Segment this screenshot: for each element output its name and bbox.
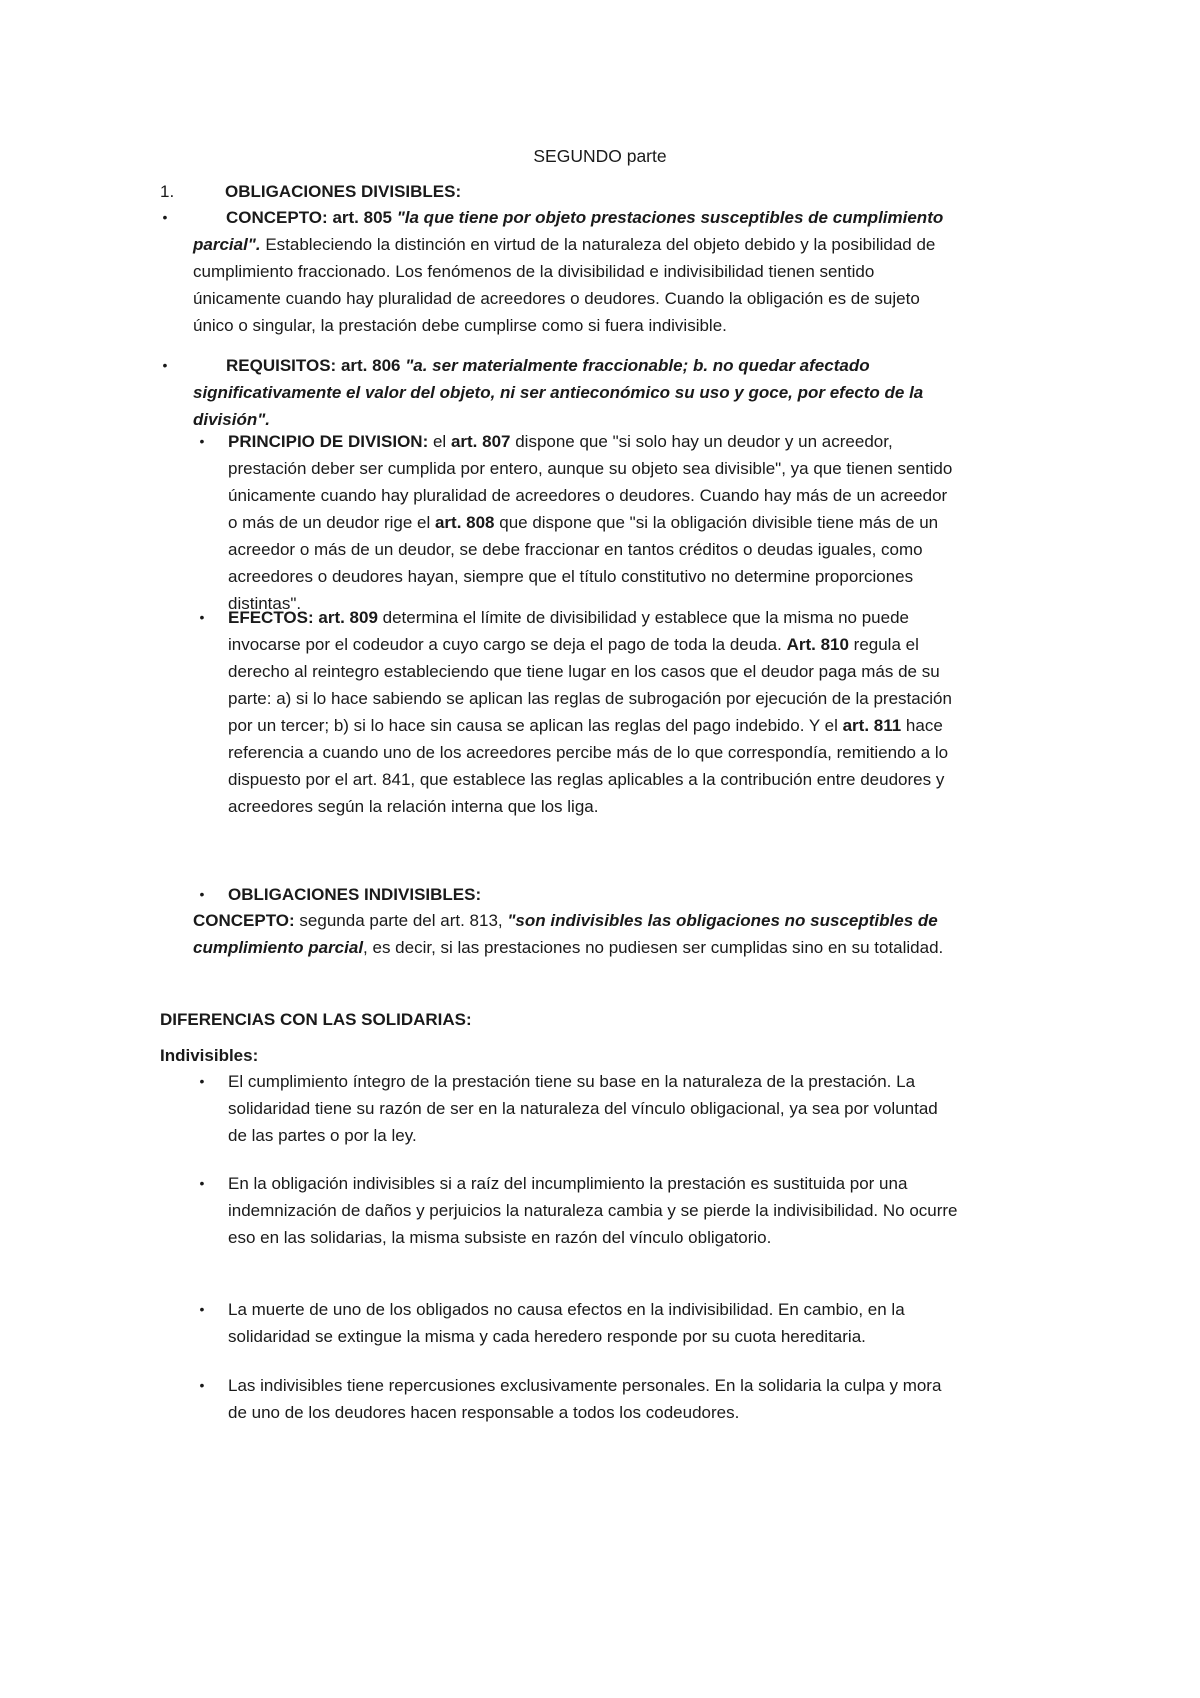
principio-article-807: art. 807 [450, 432, 511, 451]
principio-text: que dispone que "si la obligación divisible tiene más de un acreedor o más de un deudor, se debe fraccionar en tantos créditos o deudas iguales, como acreedores o deudores hayan, siempre que el título constitutivo no determine proporciones distintas". [228, 513, 939, 613]
indivisibles-text: segunda parte del art. 813, [294, 911, 508, 930]
principio-label: PRINCIPIO DE DIVISION: [228, 432, 429, 451]
section-1-title: OBLIGACIONES DIVISIBLES: [225, 182, 462, 201]
bullet-icon: • [199, 609, 205, 625]
principio-paragraph [228, 428, 958, 617]
section-3-heading: DIFERENCIAS CON LAS SOLIDARIAS: [160, 1010, 472, 1029]
concepto-paragraph [193, 204, 958, 339]
principio-article-808: art. 808 [434, 513, 495, 532]
document-title: SEGUNDO parte [533, 146, 667, 166]
section-number: 1. [160, 182, 175, 201]
diferencia-item-1: El cumplimiento íntegro de la prestación tiene su base en la naturaleza de la prestación. La solidaridad tiene su razón de ser en la naturaleza del vínculo obligacional, ya sea por voluntad de las partes o por la ley. [228, 1072, 938, 1145]
diferencia-item-4: Las indivisibles tiene repercusiones exclusivamente personales. En la solidaria la culpa y mora de uno de los deudores hacen responsable a todos los codeudores. [228, 1376, 942, 1422]
efectos-label: EFECTOS: [228, 608, 314, 627]
efectos-article-811: art. 811 [842, 716, 902, 735]
diferencia-item-3: La muerte de uno de los obligados no causa efectos en la indivisibilidad. En cambio, en la solidaridad se extingue la misma y cada heredero responde por su cuota hereditaria. [228, 1300, 905, 1346]
concepto-label: CONCEPTO: [226, 208, 328, 227]
efectos-text: determina el límite de divisibilidad y establece que la misma no puede invocarse por el codeudor a cuyo cargo se deja el pago de toda la deuda. [228, 608, 909, 654]
indivisibles-concepto-paragraph [193, 907, 958, 961]
bullet-icon: • [199, 886, 205, 902]
requisitos-article: art. 806 [340, 356, 401, 375]
efectos-article-809: art. 809 [318, 608, 378, 627]
bullet-icon: • [199, 1301, 205, 1317]
bullet-icon: • [199, 1175, 205, 1191]
efectos-text: regula el derecho al reintegro estableciendo que tiene lugar en los casos que el deudor paga más de su parte: a) si lo hace sabiendo se aplican las reglas de subrogación por ejecución de la prestación por un tercer; b) si lo hace sin causa se aplican las reglas del pago indebido. Y el [228, 635, 952, 735]
efectos-paragraph [228, 604, 958, 820]
concepto-quote: "la que tiene por objeto prestaciones susceptibles de cumplimiento parcial". [193, 208, 944, 254]
bullet-icon: • [199, 1073, 205, 1089]
concepto-text: Estableciendo la distinción en virtud de la naturaleza del objeto debido y la posibilidad de cumplimiento fraccionado. Los fenómenos de la divisibilidad e indivisibilidad tienen sentido únicamente cuando hay pluralidad de acreedores o deudores. Cuando la obligación es de sujeto único o singular, la prestación debe cumplirse como si fuera indivisible. [193, 235, 936, 335]
principio-text: dispone que "si solo hay un deudor y un acreedor, prestación deber ser cumplida por entero, aunque su objeto sea divisible", ya que tienen sentido únicamente cuando hay pluralidad de acreedores o deudores. Cuando hay más de un acreedor o más de un deudor rige el [228, 432, 953, 532]
requisitos-quote: "a. ser materialmente fraccionable; b. no quedar afectado significativamente el valor del objeto, ni ser antieconómico su uso y goce, por efecto de la división". [193, 356, 924, 429]
concepto-article: art. 805 [332, 208, 392, 227]
diferencia-item-2: En la obligación indivisibles si a raíz del incumplimiento la prestación es sustituida por una indemnización de daños y perjuicios la naturaleza cambia y se pierde la indivisibilidad. No ocurre eso en las solidarias, la misma subsiste en razón del vínculo obligatorio. [228, 1174, 958, 1247]
indivisibles-quote: "son indivisibles las obligaciones no susceptibles de cumplimiento parcial [193, 911, 938, 957]
requisitos-label: REQUISITOS: [226, 356, 337, 375]
efectos-article-810: Art. 810 [786, 635, 849, 654]
requisitos-paragraph [193, 352, 958, 433]
efectos-text: hace referencia a cuando uno de los acreedores percibe más de lo que correspondía, remitiendo a lo dispuesto por el art. 841, que establece las reglas aplicables a la contribución entre deudores y acreedores según la relación interna que los liga. [228, 716, 949, 816]
section-2-heading: OBLIGACIONES INDIVISIBLES: [228, 885, 482, 904]
bullet-icon: • [199, 433, 205, 449]
bullet-icon: • [162, 357, 168, 373]
indivisibles-concepto-label: CONCEPTO: [193, 911, 295, 930]
principio-text: el [428, 432, 451, 451]
bullet-icon: • [199, 1377, 205, 1393]
bullet-icon: • [162, 209, 168, 225]
indivisibles-text: , es decir, si las prestaciones no pudiesen ser cumplidas sino en su totalidad. [363, 938, 944, 957]
section-3-subheading: Indivisibles: [160, 1046, 259, 1065]
